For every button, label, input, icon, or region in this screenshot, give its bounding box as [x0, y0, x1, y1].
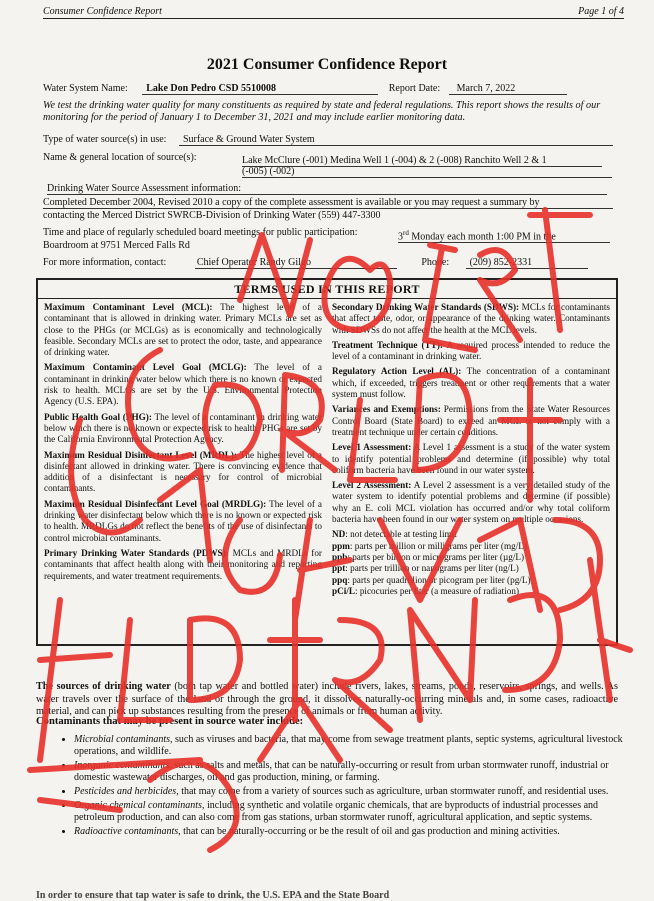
unit-entry: ppb: parts per billion or micrograms per liter (µg/L): [332, 551, 525, 562]
sources-lead: The sources of drinking water: [36, 681, 171, 692]
term-entry: Primary Drinking Water Standards (PDWS): MCLs and MRDLs for contaminants that affect health along with their monitoring and reporting requirements, and water treatment requirements.: [44, 547, 322, 581]
contact-name: Chief Operator Randy Gilgo: [195, 257, 397, 269]
list-item: • Microbial contaminants, such as viruses and bacteria, that may come from sewage treatment plants, septic systems, agricultural livestock operations, and wildlife.: [74, 734, 634, 758]
list-item: • Pesticides and herbicides, that may come from a variety of sources such as agriculture, urban stormwater runoff, and residential uses.: [74, 786, 634, 798]
report-date-value: March 7, 2022: [449, 83, 567, 95]
water-system-name: Lake Don Pedro CSD 5510008: [142, 83, 378, 95]
term-entry: Level 2 Assessment: A Level 2 assessment is a very detailed study of the water system to identify potential problems and determine (if possible) why an E. coli MCL violation has occurred and/or why total coliform bacteria have been found in our water system on multiple occasions.: [332, 480, 610, 525]
source-type-label: Type of water source(s) in use:: [43, 134, 167, 145]
page-header: [43, 6, 624, 19]
terms-box: [36, 278, 618, 646]
term-entry: Level 1 Assessment: A Level 1 assessment is a study of the water system to identify potential problems and determine (if possible) why total coliform bacteria have been found in our water system.: [332, 442, 610, 475]
terms-right-column: [332, 302, 610, 597]
unit-entry: ND: not detectable at testing limit: [332, 529, 457, 540]
source-type-value: Surface & Ground Water System: [179, 134, 613, 146]
phone-label: Phone:: [421, 257, 450, 268]
meetings-location: Boardroom at 9751 Merced Falls Rd: [43, 240, 190, 251]
source-location-line2: (-005) (-002): [242, 166, 612, 178]
assessment-label: Drinking Water Source Assessment information:: [47, 183, 607, 195]
assessment-line1: Completed December 2004, Revised 2010 a copy of the complete assessment is available or you may request a summary by: [43, 197, 613, 209]
report-date-label: Report Date:: [388, 83, 441, 94]
term-entry: Secondary Drinking Water Standards (SDWS): MCLs for contaminants that affect taste, odor, or appearance of the drinking water. Contaminants with SDWSs do not affect the health at the MCL levels.: [332, 302, 610, 335]
term-entry: Variances and Exemptions: Permissions from the State Water Resources Control Board (State Board) to exceed an MCL or not comply with a treatment technique under certain conditions.: [332, 404, 610, 437]
assessment-line2: contacting the Merced District SWRCB-Division of Drinking Water (559) 447-3300: [43, 210, 381, 221]
meetings-value: 3rd Monday each month 1:00 PM in the: [398, 229, 610, 243]
term-entry: Public Health Goal (PHG): The level of a contaminant in drinking water below which there is no known or expected risk to health. PHGs are set by the California Environmental Protection Agency.: [44, 411, 322, 445]
intro-paragraph: We test the drinking water quality for many constituents as required by state and federal regulations. This report shows the results of our monitoring for the period of January 1 to December 31, 2021 and may include earlier monitoring data.: [43, 100, 601, 123]
sources-text: (both tap water and bottled water) include rivers, lakes, streams, ponds, reservoirs, springs, and wells. As water travels over the surface of the land or through the ground, it dissolves naturally-occurring minerals and, in some cases, radioactive material, and can pick up substances resulting from the presence of animals or from human activity.: [36, 681, 618, 717]
term-entry: Maximum Residual Disinfectant Level Goal (MRDLG): The level of a drinking water disinfectant below which there is no known or expected risk to health. MRDLGs do not reflect the benefits of the use of disinfectants to control microbial contaminants.: [44, 498, 322, 543]
list-item: • Radioactive contaminants, that can be naturally-occurring or be the result of oil and gas production and mining activities.: [74, 826, 634, 838]
contaminants-list: [54, 734, 634, 840]
unit-entry: ppt: parts per trillion or nanograms per liter (ng/L): [332, 563, 519, 574]
list-item: • Inorganic contaminants, such as salts and metals, that can be naturally-occurring or result from urban stormwater runoff, industrial or domestic wastewater discharges, oil and gas production, mining, or farming.: [74, 760, 634, 784]
unit-entry: pCi/L: picocuries per liter (a measure of radiation): [332, 585, 520, 596]
list-item: • Organic chemical contaminants, including synthetic and volatile organic chemicals, that are byproducts of industrial processes and petroleum production, and can also come from gas stations, urban stormwater runoff, agricultural application, and septic systems.: [74, 800, 634, 824]
source-location-label: Name & general location of source(s):: [43, 152, 197, 163]
term-entry: Maximum Contaminant Level Goal (MCLG): The level of a contaminant in drinking water below which there is no known or expected risk to health. MCLGs are set by the U.S. Environmental Protection Agency (U.S. EPA).: [44, 362, 322, 407]
meetings-label: Time and place of regularly scheduled board meetings for public participation:: [43, 227, 358, 238]
contaminants-heading: Contaminants that may be present in source water include:: [36, 716, 304, 727]
contact-label: For more information, contact:: [43, 257, 167, 268]
phone-value: (209) 852-2331: [466, 257, 588, 269]
term-entry: Maximum Contaminant Level (MCL): The highest level of a contaminant that is allowed in drinking water. Primary MCLs are set as close to the PHGs (or MCLGs) as is economically and technologically feasible. Secondary MCLs are set to protect the odor, taste, and appearance of drinking water.: [44, 302, 322, 358]
header-title: Consumer Confidence Report: [43, 6, 162, 17]
term-entry: Treatment Technique (TT): A required process intended to reduce the level of a contaminant in drinking water.: [332, 339, 610, 362]
water-system-label: Water System Name:: [43, 83, 128, 94]
term-entry: Regulatory Action Level (AL): The concentration of a contaminant which, if exceeded, triggers treatment or other requirements that a water system must follow.: [332, 366, 610, 400]
source-location-line1: Lake McClure (-001) Medina Well 1 (-004) & 2 (-008) Ranchito Well 2 & 1: [242, 155, 602, 167]
terms-left-column: [44, 302, 322, 597]
water-system-row: [43, 83, 567, 95]
terms-heading: TERMS USED IN THIS REPORT: [38, 280, 616, 299]
unit-entry: ppm: parts per million or milligrams per liter (mg/L): [332, 540, 527, 551]
source-type-row: [43, 134, 613, 146]
unit-entry: ppq: parts per quadrillion or picogram per liter (pg/L): [332, 574, 531, 585]
page-number: Page 1 of 4: [578, 6, 624, 17]
term-entry: Maximum Residual Disinfectant Level (MRDL): The highest level of a disinfectant allowed in drinking water. There is convincing evidence that addition of a disinfectant is necessary for control of microbial contaminants.: [44, 449, 322, 494]
report-title: 2021 Consumer Confidence Report: [206, 56, 448, 73]
sources-paragraph: [36, 681, 618, 719]
contact-row: [43, 257, 588, 269]
footer-partial-text: In order to ensure that tap water is safe to drink, the U.S. EPA and the State Board: [36, 890, 390, 901]
terms-columns: [38, 299, 616, 597]
